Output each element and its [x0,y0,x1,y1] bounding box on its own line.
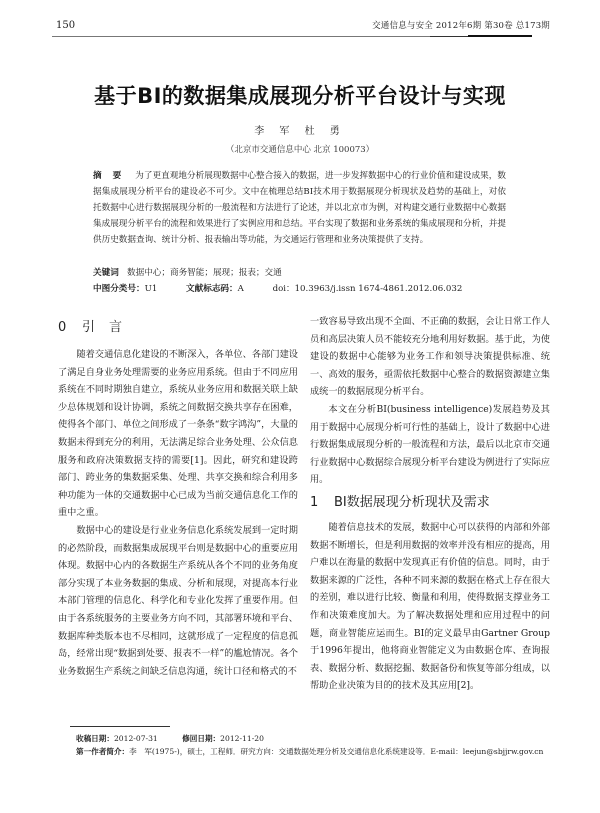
abstract-label: 摘 要 [93,171,126,181]
received-label: 收稿日期： [76,734,114,743]
section-0-heading [58,318,298,338]
doc-code-label: 文献标志码： [186,284,238,294]
footnote-rule [70,726,170,727]
section-1-paragraph-1: 随着信息技术的发展，数据中心可以获得的内部和外部数据不断增长，但是利用数据的效率并没有相应的提高，用户难以在海量的数据中发现真正有价值的信息。同时，由于数据来源的广泛性，各种不同来源的数据在格式上存在很大的差别，难以进行比较、衡量和利用，使得数据支撑业务工作和决策难度加大。为了解决数据处理和应用过程中的问题，商业智能应运而生。BI的定义最早由Gartner Group于1996年提出，他将商业智能定义为由数据仓库、查询报表、数据分析、数据挖掘、数据备份和恢复等部分组成，以帮助企业决策为目的的技术及其应用[2]。 [310,521,550,692]
received-date: 2012-07-31 [113,734,158,743]
intro-paragraph-1: 随着交通信息化建设的不断深入，各单位、各部门建设了满足自身业务处理需要的业务应用系统。但由于不同应用系统在不同时期独自建立，系统从业务应用和数据关联上缺少总体规划和设计协调，系统之间数据交换共享存在困难，使得各个部门、单位之间形成了一条条“数字鸿沟”，大量的数据未得到充分的利用，无法满足综合业务处理、公众信息服务和政府决策数据支持的需要[1]。因此，研究和建设跨部门、跨业务的集数据采集、处理、共享交换和综合利用多种功能为一体的交通数据中心已成为当前交通信息化工作的重中之重。 [58,349,298,519]
left-column [58,318,298,680]
author-bio-line [76,745,556,758]
page-number: 150 [56,20,76,31]
footnotes [76,732,556,758]
abstract [93,168,506,248]
doi-value[interactable]: 10.3963/j.issn 1674-4861.2012.06.032 [294,284,463,294]
keywords [93,265,523,281]
section-0-title: 引言 [82,320,137,335]
dates-line [76,732,556,745]
classification-line [93,281,523,297]
section-1-title: BI数据展现分析现状及需求 [334,494,490,510]
article-title: 基于BI的数据集成展现分析平台设计与实现 [94,84,506,108]
section-1-heading [310,493,550,513]
revised-date: 2012-11-20 [220,734,264,743]
author-bio-label: 第一作者简介： [76,747,130,756]
clc-label: 中图分类号： [93,284,145,294]
doc-code-value: A [237,284,244,294]
intro-paragraph-2: 数据中心的建设是行业业务信息化系统发展到一定时期的必然阶段，而数据集成展现平台则是数据中心的重要应用体现。数据中心内的各数据生产系统从各个不同的业务角度部分实现了本业务数据的集成、分析和展现，对提高本行业本部门管理的信息化、科学化和专业化发挥了重要作用。但由于各系统服务的主要业务方向不同，其部署环境和平台、数据库种类版本也不尽相同，这就形成了一定程度的信息孤岛，经常出现“数据到处要、报表不一样”的尴尬情况。各个业务数据生产系统之间缺乏信息沟通，统计口径和格式的不 [58,524,298,677]
section-1-number: 1 [310,494,319,510]
article-authors: 李 军 杜 勇 [254,126,346,137]
intro-paragraph-2-continued: 一致容易导致出现不全面、不正确的数据，会让日常工作人员和高层决策人员不能较充分地利用好数据。基于此，为使建设的数据中心能够为业务工作和领导决策提供标准、统一、高效的服务，亟需依托数据中心整合的数据资源建立集成统一的数据展现分析平台。 [310,316,550,398]
header-rule-thick [468,35,532,37]
header-rule-accent [430,36,468,37]
author-bio-text: 李 军(1975-)，硕士，工程师．研究方向：交通数据处理分析及交通信息化系统建设等．E-mail：leejun@sbjjrw.gov.cn [129,747,544,756]
abstract-text: 为了更直观地分析展现数据中心整合接入的数据，进一步发挥数据中心的行业价值和建设成果，数据集成展现分析平台的建设必不可少。文中在梳理总结BI技术用于数据展现分析现状及趋势的基础上，对依托数据中心进行数据展现分析的一般流程和方法进行了论述，并以北京市为例，对构建交通行业数据中心数据集成展现分析平台的流程和效果进行了实例应用和总结。平台实现了数据和业务系统的集成展现和分析，并提供历史数据查询、统计分析、报表输出等功能，为交通运行管理和业务决策提供了支持。 [93,171,506,245]
intro-paragraph-3: 本文在分析BI(business intelligence)发展趋势及其用于数据中心展现分析可行性的基础上，设计了数据中心进行数据集成展现分析的一般流程和方法，最后以北京市交通行业数据中心数据综合展现分析平台建设为例进行了实际应用。 [310,403,550,486]
article-affiliation: （北京市交通信息中心 北京 100073） [225,145,375,155]
clc-value: U1 [144,284,158,294]
section-0-number: 0 [58,320,67,335]
header-rule [52,36,468,37]
revised-label: 修回日期： [182,734,221,743]
keywords-label: 关键词 [93,268,119,278]
right-column [310,313,550,695]
keywords-text: 数据中心；商务智能；展现；报表；交通 [127,268,282,278]
journal-info: 交通信息与安全 2012年6期 第30卷 总173期 [372,21,550,31]
doi-label: doi： [272,284,295,294]
running-head [56,19,550,33]
